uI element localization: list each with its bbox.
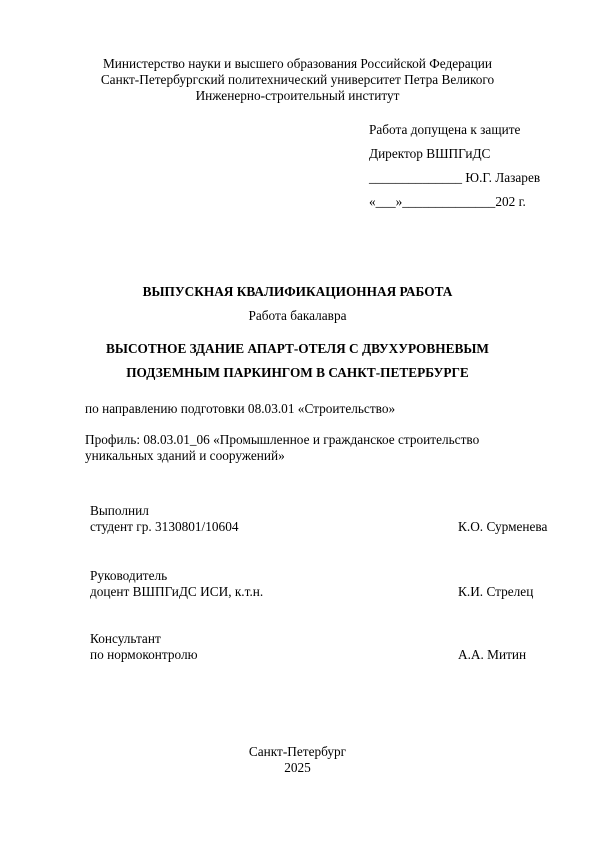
signature-detail: студент гр. 3130801/10604 — [90, 519, 239, 534]
approval-admitted: Работа допущена к защите — [369, 122, 521, 137]
degree-line: Работа бакалавра — [248, 308, 347, 323]
approval-signature-line: ______________ Ю.Г. Лазарев — [369, 170, 541, 185]
topic-line-1: ВЫСОТНОЕ ЗДАНИЕ АПАРТ-ОТЕЛЯ С ДВУХУРОВНЕВЫМ — [106, 341, 489, 356]
signature-name: К.О. Сурменева — [458, 519, 548, 534]
approval-date-line: «___»______________202 г. — [369, 194, 526, 209]
signature-role: Руководитель — [90, 568, 168, 583]
direction-line: по направлению подготовки 08.03.01 «Строительство» — [85, 401, 396, 416]
topic-line-2: ПОДЗЕМНЫМ ПАРКИНГОМ В САНКТ-ПЕТЕРБУРГЕ — [126, 365, 469, 380]
signature-name: А.А. Митин — [458, 647, 527, 662]
university-line: Санкт-Петербургский политехнический университет Петра Великого — [100, 72, 495, 87]
signature-name: К.И. Стрелец — [458, 584, 534, 599]
profile-line-2: уникальных зданий и сооружений» — [85, 448, 285, 463]
profile-line-1: Профиль: 08.03.01_06 «Промышленное и гражданское строительство — [85, 432, 480, 447]
work-type-heading: ВЫПУСКНАЯ КВАЛИФИКАЦИОННАЯ РАБОТА — [142, 284, 453, 299]
signature-detail: по нормоконтролю — [90, 647, 198, 662]
ministry-line: Министерство науки и высшего образования Российской Федерации — [102, 56, 493, 71]
footer-year: 2025 — [284, 760, 311, 775]
institute-line: Инженерно-строительный институт — [195, 88, 400, 103]
approval-director: Директор ВШПГиДС — [369, 146, 491, 161]
signature-role: Выполнил — [90, 503, 149, 518]
signature-role: Консультант — [90, 631, 161, 646]
signature-detail: доцент ВШПГиДС ИСИ, к.т.н. — [90, 584, 264, 599]
footer-city: Санкт-Петербург — [248, 744, 347, 759]
